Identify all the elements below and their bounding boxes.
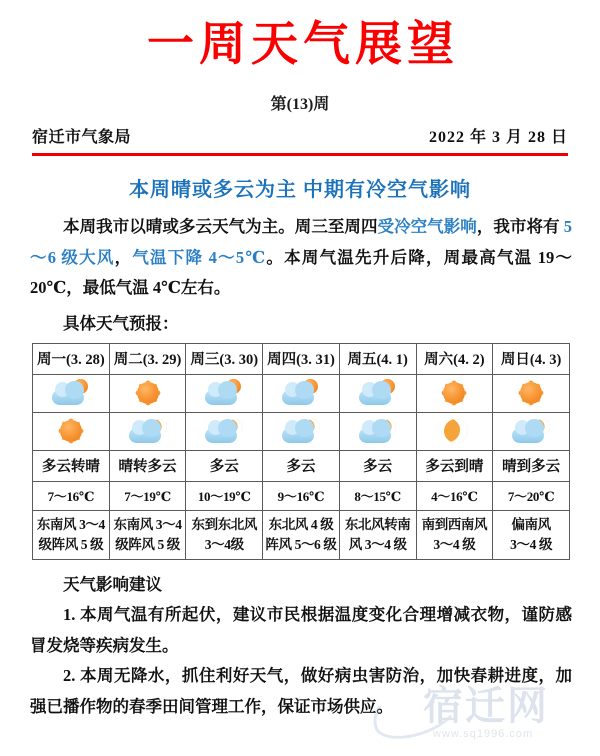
- forecast-wind-line-2: 级阵风 5 级: [115, 536, 180, 552]
- forecast-nighttime-icon-cell: [263, 412, 340, 450]
- forecast-description: 多云: [263, 450, 340, 481]
- watermark-text: 宿迁网: [423, 683, 549, 728]
- forecast-nighttime-icon-cell: [33, 412, 110, 450]
- forecast-wind-line-1: 偏南风: [511, 516, 551, 532]
- forecast-day-header: 周三(3. 30): [186, 343, 263, 374]
- forecast-table: [32, 343, 570, 560]
- summary-text-a: 本周我市以晴或多云天气为主。周三至周四: [63, 217, 378, 236]
- header-meta: [32, 124, 568, 147]
- forecast-wind-line-1: 东到东北风: [191, 516, 257, 532]
- forecast-temperature: 10～19℃: [186, 481, 263, 510]
- forecast-description: 多云: [339, 450, 416, 481]
- sun-icon: [47, 415, 95, 447]
- table-row-day-icons: [33, 374, 570, 412]
- advisory-item-1: [30, 600, 572, 661]
- table-row-temperatures: [33, 481, 570, 510]
- forecast-nighttime-icon-cell: [416, 412, 493, 450]
- watermark-url: www.sq1996.com: [433, 728, 534, 740]
- partly-cloudy-night-icon: [124, 415, 172, 447]
- forecast-daytime-icon-cell: [186, 374, 263, 412]
- forecast-wind-line-1: 南到西南风: [421, 516, 488, 532]
- forecast-day-header: 周五(4. 1): [339, 343, 416, 374]
- moon-icon: [430, 415, 478, 447]
- issue-date: 2022 年 3 月 28 日: [428, 129, 568, 146]
- partly-cloudy-day-icon: [200, 377, 248, 409]
- forecast-wind: [109, 510, 186, 559]
- forecast-wind-line-2: 3～4级: [204, 536, 244, 552]
- forecast-day-header: 周日(4. 3): [493, 343, 570, 374]
- summary-paragraph: [30, 212, 572, 304]
- forecast-nighttime-icon-cell: [109, 412, 186, 450]
- forecast-day-header: 周六(4. 2): [416, 343, 493, 374]
- forecast-temperature: 9～16℃: [263, 481, 340, 510]
- summary-highlight-wind: 5～6 级大风: [30, 217, 573, 267]
- forecast-day-header: 周一(3. 28): [33, 343, 110, 374]
- forecast-nighttime-icon-cell: [339, 412, 416, 450]
- forecast-day-header: 周四(3. 31): [263, 343, 340, 374]
- summary-text-b: ，我市将有: [476, 217, 564, 236]
- forecast-nighttime-icon-cell: [186, 412, 263, 450]
- forecast-daytime-icon-cell: [416, 374, 493, 412]
- table-row-night-icons: [33, 412, 570, 450]
- forecast-daytime-icon-cell: [493, 374, 570, 412]
- forecast-wind: [339, 510, 416, 559]
- sun-icon: [507, 377, 555, 409]
- forecast-wind-line-2: 3～4 级: [510, 536, 553, 552]
- issuer-name: 宿迁市气象局: [32, 129, 132, 146]
- forecast-wind-line-1: 东南风 3～4: [36, 516, 105, 532]
- forecast-section-lead: [30, 310, 572, 334]
- forecast-wind: [33, 510, 110, 559]
- partly-cloudy-night-icon: [507, 415, 555, 447]
- forecast-temperature: 8～15℃: [339, 481, 416, 510]
- forecast-wind-line-2: 3～4 级: [433, 536, 476, 552]
- table-row-wind: [33, 510, 570, 559]
- advisory-item-2-text: 2. 本周无降水，抓住利好天气，做好病虫害防治，加快春耕进度，加强已播作物的春季田间管理工作，保证市场供应。: [30, 666, 572, 716]
- summary-highlight-cold-air: 受冷空气影响: [377, 217, 477, 236]
- partly-cloudy-night-icon: [200, 415, 248, 447]
- forecast-wind: [416, 510, 493, 559]
- partly-cloudy-night-icon: [354, 415, 402, 447]
- forecast-wind-line-2: 阵风 5～6 级: [265, 536, 337, 552]
- forecast-description: 多云到晴: [416, 450, 493, 481]
- forecast-description: 多云转晴: [33, 450, 110, 481]
- header-divider: [32, 153, 568, 156]
- sun-icon: [124, 377, 172, 409]
- forecast-description: 多云: [186, 450, 263, 481]
- forecast-description: 晴转多云: [109, 450, 186, 481]
- forecast-table-wrap: [32, 343, 570, 560]
- forecast-wind-line-1: 东南风 3～4: [113, 516, 182, 532]
- page-title: 一周天气展望: [147, 19, 459, 71]
- sun-icon: [430, 377, 478, 409]
- forecast-temperature: 7～20℃: [493, 481, 570, 510]
- partly-cloudy-day-icon: [277, 377, 325, 409]
- advisory-section: [30, 570, 572, 723]
- forecast-wind-line-2: 风 3～4 级: [348, 536, 407, 552]
- forecast-daytime-icon-cell: [109, 374, 186, 412]
- forecast-daytime-icon-cell: [263, 374, 340, 412]
- table-row-descriptions: [33, 450, 570, 481]
- forecast-section-lead-text: 具体天气预报：: [63, 313, 179, 333]
- week-number-subtitle: 第(13)周: [270, 96, 330, 113]
- summary-text-c: ，: [114, 247, 133, 267]
- partly-cloudy-night-icon: [277, 415, 325, 447]
- forecast-description: 晴到多云: [493, 450, 570, 481]
- forecast-wind: [263, 510, 340, 559]
- table-row-days: [33, 343, 570, 374]
- advisory-item-2: [30, 661, 572, 722]
- forecast-wind: [493, 510, 570, 559]
- forecast-day-header: 周二(3. 29): [109, 343, 186, 374]
- forecast-temperature: 7～16℃: [33, 481, 110, 510]
- forecast-nighttime-icon-cell: [493, 412, 570, 450]
- forecast-wind: [186, 510, 263, 559]
- advisory-heading: 天气影响建议: [63, 574, 162, 594]
- partly-cloudy-day-icon: [354, 377, 402, 409]
- summary-highlight-temp-drop: 气温下降 4～5℃: [132, 247, 267, 267]
- forecast-wind-line-1: 东北风 4 级: [268, 516, 334, 532]
- forecast-daytime-icon-cell: [339, 374, 416, 412]
- forecast-temperature: 4～16℃: [416, 481, 493, 510]
- forecast-wind-line-2: 级阵风 5 级: [38, 536, 104, 552]
- forecast-wind-line-1: 东北风转南: [344, 516, 411, 532]
- summary-text-d: 。本周气温先升后降，周最高气温 19～20℃，最低气温 4℃左右。: [30, 247, 573, 298]
- forecast-daytime-icon-cell: [33, 374, 110, 412]
- advisory-item-1-text: 1. 本周气温有所起伏，建议市民根据温度变化合理增减衣物，谨防感冒发烧等疾病发生。: [30, 605, 572, 655]
- summary-headline: 本周晴或多云为主 中期有冷空气影响: [129, 179, 471, 201]
- forecast-temperature: 7～19℃: [109, 481, 186, 510]
- partly-cloudy-day-icon: [47, 377, 95, 409]
